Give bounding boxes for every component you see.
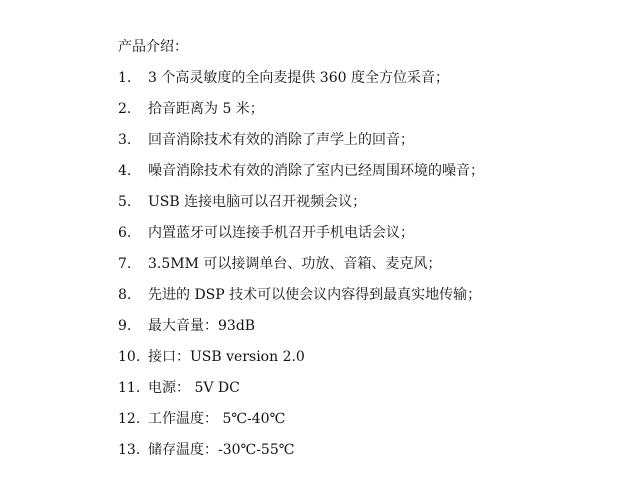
list-item-text: 拾音距离为 5 米；: [148, 101, 264, 117]
list-item-number: 2.: [118, 101, 132, 117]
list-item-text: 电源： 5V DC: [148, 380, 240, 396]
list-item-number: 5.: [118, 194, 132, 210]
list-item: [118, 222, 608, 253]
list-item-text: 回音消除技术有效的消除了声学上的回音；: [148, 132, 414, 148]
list-item-number: 7.: [118, 256, 132, 272]
list-item: [118, 315, 608, 346]
list-item-text: 储存温度：-30℃-55℃: [148, 442, 295, 458]
list-item-number: 12.: [118, 411, 141, 427]
list-item-text: 3 个高灵敏度的全向麦提供 360 度全方位采音；: [148, 70, 449, 86]
product-intro-document: [118, 36, 608, 470]
list-item: [118, 284, 608, 315]
list-item: [118, 129, 608, 160]
list-item-number: 11.: [118, 380, 141, 396]
list-item: [118, 377, 608, 408]
list-item-number: 10.: [118, 349, 141, 365]
list-item-number: 6.: [118, 225, 132, 241]
list-item: [118, 160, 608, 191]
list-item: [118, 98, 608, 129]
feature-list: [118, 67, 608, 470]
list-item: [118, 253, 608, 284]
list-item: [118, 439, 608, 470]
list-item: [118, 67, 608, 98]
list-item-number: 4.: [118, 163, 132, 179]
list-item-number: 3.: [118, 132, 132, 148]
list-item-number: 8.: [118, 287, 132, 303]
list-item-number: 13.: [118, 442, 141, 458]
list-item-text: USB 连接电脑可以召开视频会议；: [148, 194, 367, 210]
list-item-text: 内置蓝牙可以连接手机召开手机电话会议；: [148, 225, 414, 241]
list-item: [118, 191, 608, 222]
list-item-text: 接口：USB version 2.0: [148, 349, 305, 365]
document-title: 产品介绍：: [118, 39, 188, 55]
list-item-text: 3.5MM 可以接调单台、功放、音箱、麦克风；: [148, 256, 442, 272]
list-item-number: 9.: [118, 318, 132, 334]
list-item-text: 最大音量：93dB: [148, 318, 256, 334]
list-item-number: 1.: [118, 70, 132, 86]
list-item-text: 先进的 DSP 技术可以使会议内容得到最真实地传输；: [148, 287, 482, 303]
list-item: [118, 408, 608, 439]
list-item-text: 噪音消除技术有效的消除了室内已经周围环境的噪音；: [148, 163, 484, 179]
list-item: [118, 346, 608, 377]
list-item-text: 工作温度： 5℃-40℃: [148, 411, 286, 427]
